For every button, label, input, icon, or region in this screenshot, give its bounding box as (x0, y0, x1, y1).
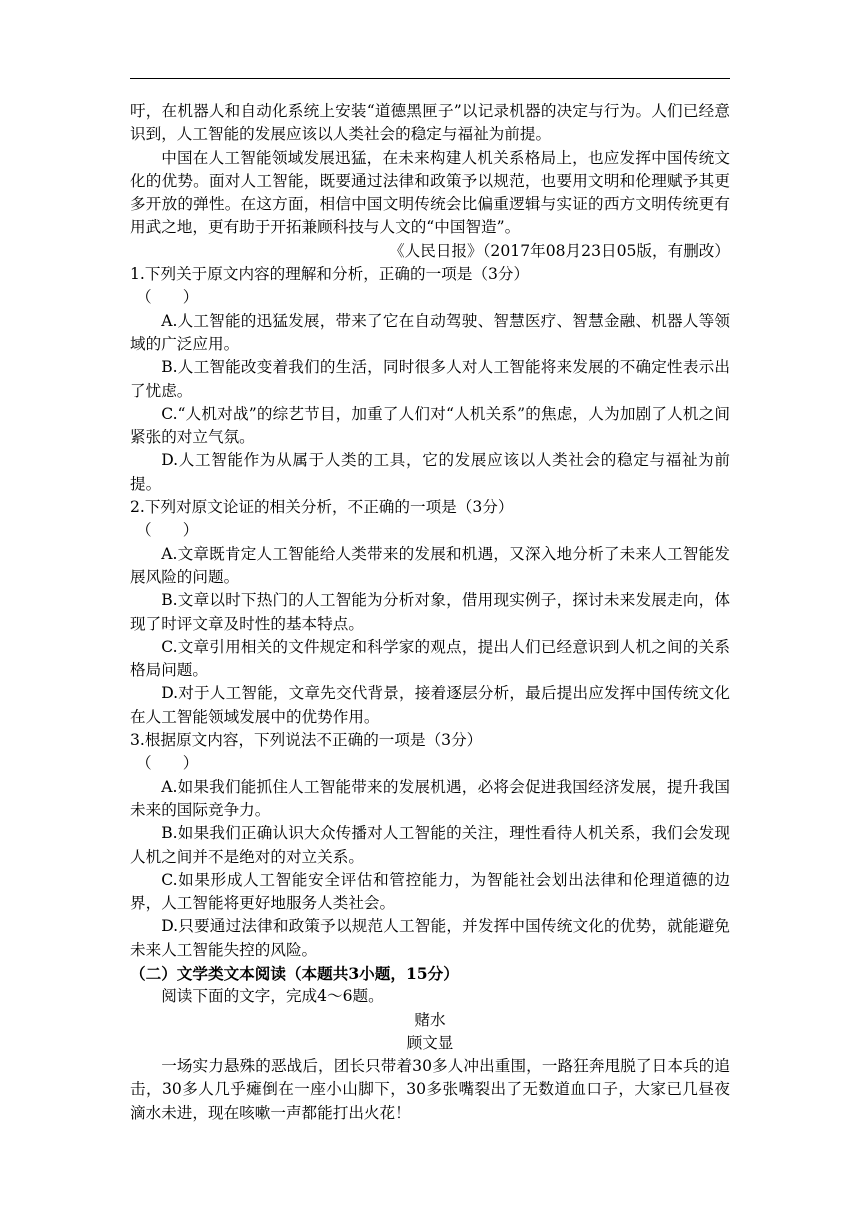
question-2-stem: 2.下列对原文论证的相关分析，不正确的一项是（3分） (130, 498, 514, 517)
story-title: 赌水 (414, 1010, 446, 1029)
question-1-answer-blank[interactable]: （ ） (136, 288, 199, 307)
section-heading: （二）文学类文本阅读（本题共3小题，15分） (130, 963, 459, 983)
document-page (130, 100, 730, 1125)
header-rule (130, 78, 730, 79)
source-citation: 《人民日报》（2017年08月23日05版，有删改） (389, 241, 730, 260)
question-2-option-b: B.文章以时下热门的人工智能为分析对象，借用现实例子，探讨未来发展走向，体现了时评文章及时性的基本特点。 (130, 591, 730, 633)
question-1-stem: 1.下列关于原文内容的理解和分析，正确的一项是（3分） (130, 265, 530, 284)
question-2-option-a: A.文章既肯定人工智能给人类带来的发展和机遇，又深入地分析了未来人工智能发展风险的问题。 (130, 544, 730, 586)
question-2-option-c: C.文章引用相关的文件规定和科学家的观点，提出人们已经意识到人机之间的关系格局问题。 (130, 637, 730, 680)
paragraph-china-culture: 中国在人工智能领域发展迅猛，在未来构建人机关系格局上，也应发挥中国传统文化的优势。面对人工智能，既要通过法律和政策予以规范，也要用文明和伦理赋予其更多开放的弹性。在这方面，相信中国文明传统会比偏重逻辑与实证的西方文明传统更有用武之地，更有助于开拓兼顾科技与人文的“中国智造”。 (130, 148, 730, 237)
section-instruction: 阅读下面的文字，完成4～6题。 (161, 987, 384, 1006)
question-3-option-b: B.如果我们正确认识大众传播对人工智能的关注，理性看待人机关系，我们会发现人机之间并不是绝对的对立关系。 (130, 824, 730, 866)
question-1-option-d: D.人工智能作为从属于人类的工具，它的发展应该以人类社会的稳定与福祉为前提。 (130, 451, 730, 493)
question-3-option-d: D.只要通过法律和政策予以规范人工智能，并发挥中国传统文化的优势，就能避免未来人工智能失控的风险。 (130, 917, 730, 959)
story-paragraph: 一场实力悬殊的恶战后，团长只带着30多人冲出重围，一路狂奔甩脱了日本兵的追击，30多人几乎瘫倒在一座小山脚下，30多张嘴裂出了无数道血口子，大家已几昼夜滴水未进，现在咳嗽一声都能打出火花！ (130, 1057, 730, 1122)
question-2-answer-blank[interactable]: （ ） (136, 521, 199, 540)
question-1-option-a: A.人工智能的迅猛发展，带来了它在自动驾驶、智慧医疗、智慧金融、机器人等领域的广泛应用。 (130, 311, 730, 353)
question-3-option-a: A.如果我们能抓住人工智能带来的发展机遇，必将会促进我国经济发展，提升我国未来的国际竞争力。 (130, 777, 730, 819)
question-3-stem: 3.根据原文内容，下列说法不正确的一项是（3分） (130, 731, 483, 750)
story-author: 顾文显 (406, 1033, 454, 1052)
question-2-option-d: D.对于人工智能，文章先交代背景，接着逐层分析，最后提出应发挥中国传统文化在人工智能领域发展中的优势作用。 (130, 684, 730, 726)
question-1-option-b: B.人工智能改变着我们的生活，同时很多人对人工智能将来发展的不确定性表示出了忧虑。 (130, 358, 730, 400)
paragraph-continued: 吁，在机器人和自动化系统上安装“道德黑匣子”以记录机器的决定与行为。人们已经意识到，人工智能的发展应该以人类社会的稳定与福祉为前提。 (130, 102, 730, 144)
question-1-option-c: C.“人机对战”的综艺节目，加重了人们对“人机关系”的焦虑，人为加剧了人机之间紧张的对立气氛。 (130, 404, 730, 447)
question-3-option-c: C.如果形成人工智能安全评估和管控能力，为智能社会划出法律和伦理道德的边界，人工智能将更好地服务人类社会。 (130, 870, 730, 913)
question-3-answer-blank[interactable]: （ ） (136, 754, 199, 773)
